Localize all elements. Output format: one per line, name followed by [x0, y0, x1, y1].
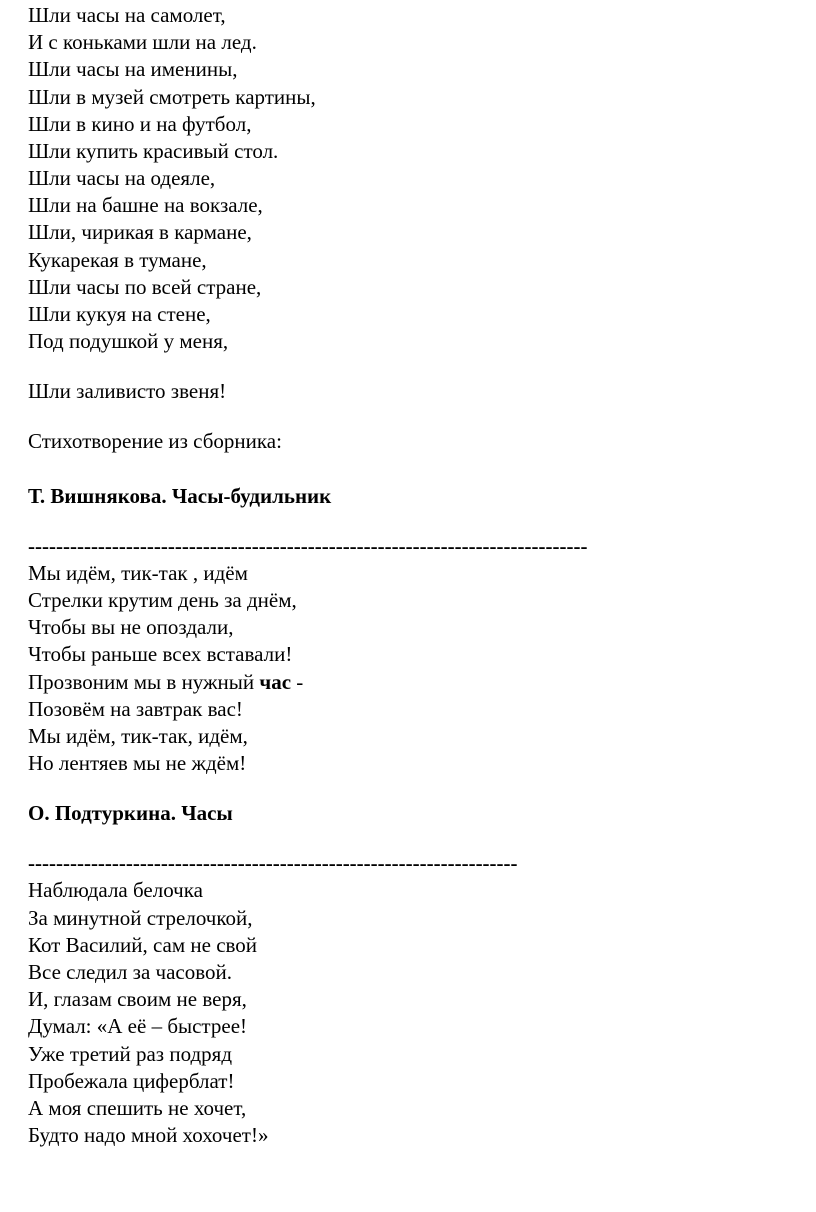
source-note: Стихотворение из сборника: — [28, 429, 282, 453]
poem-line: Мы идём, тик-так , идём — [28, 561, 248, 585]
poem-line: Шли купить красивый стол. — [28, 139, 279, 163]
poem-line: Шли часы на одеяле, — [28, 166, 216, 190]
poem-line: Стрелки крутим день за днём, — [28, 588, 297, 612]
poem-line: Наблюдала белочка — [28, 878, 203, 902]
poem-line: Но лентяев мы не ждём! — [28, 751, 247, 775]
separator-line: -------------------------------------------------------------------------------- — [28, 534, 588, 558]
poem-line: И, глазам своим не веря, — [28, 987, 247, 1011]
poem-line: Шли кукуя на стене, — [28, 302, 211, 326]
poem-line: Шли, чирикая в кармане, — [28, 220, 252, 244]
poem-line: Шли в кино и на футбол, — [28, 112, 252, 136]
poem-title: О. Подтуркина. Часы — [28, 801, 233, 825]
poem-line: Кукарекая в тумане, — [28, 248, 207, 272]
poem-line-part: Прозвоним мы в нужный — [28, 670, 260, 694]
poem-line: Мы идём, тик-так, идём, — [28, 724, 248, 748]
poem-line: И с коньками шли на лед. — [28, 30, 257, 54]
poem-line: Все следил за часовой. — [28, 960, 232, 984]
bold-word: час — [259, 670, 292, 694]
poem-line: Шли часы на именины, — [28, 57, 238, 81]
poem-line: Кот Василий, сам не свой — [28, 933, 258, 957]
poem-title: Т. Вишнякова. Часы-будильник — [28, 484, 332, 508]
poem-line: Шли в музей смотреть картины, — [28, 85, 316, 109]
poem-line: Пробежала циферблат! — [28, 1069, 235, 1093]
poem-last-line: Шли заливисто звеня! — [28, 379, 227, 403]
poem-line: А моя спешить не хочет, — [28, 1096, 247, 1120]
poem-line: Позовём на завтрак вас! — [28, 697, 243, 721]
poem-line: Шли на башне на вокзале, — [28, 193, 263, 217]
separator-line: ---------------------------------------------------------------------- — [28, 851, 518, 875]
poem-line: Чтобы вы не опоздали, — [28, 615, 234, 639]
poem-line: За минутной стрелочкой, — [28, 906, 253, 930]
poem-line: Под подушкой у меня, — [28, 329, 229, 353]
poem-line-part: - — [291, 670, 304, 694]
poem-line-with-bold — [28, 669, 303, 695]
poem-line: Чтобы раньше всех вставали! — [28, 642, 293, 666]
poem-line: Шли часы по всей стране, — [28, 275, 262, 299]
poem-line: Шли часы на самолет, — [28, 3, 226, 27]
poem-line: Уже третий раз подряд — [28, 1042, 233, 1066]
poem-line: Думал: «А её – быстрее! — [28, 1014, 248, 1038]
poem-line: Будто надо мной хохочет!» — [28, 1123, 269, 1147]
